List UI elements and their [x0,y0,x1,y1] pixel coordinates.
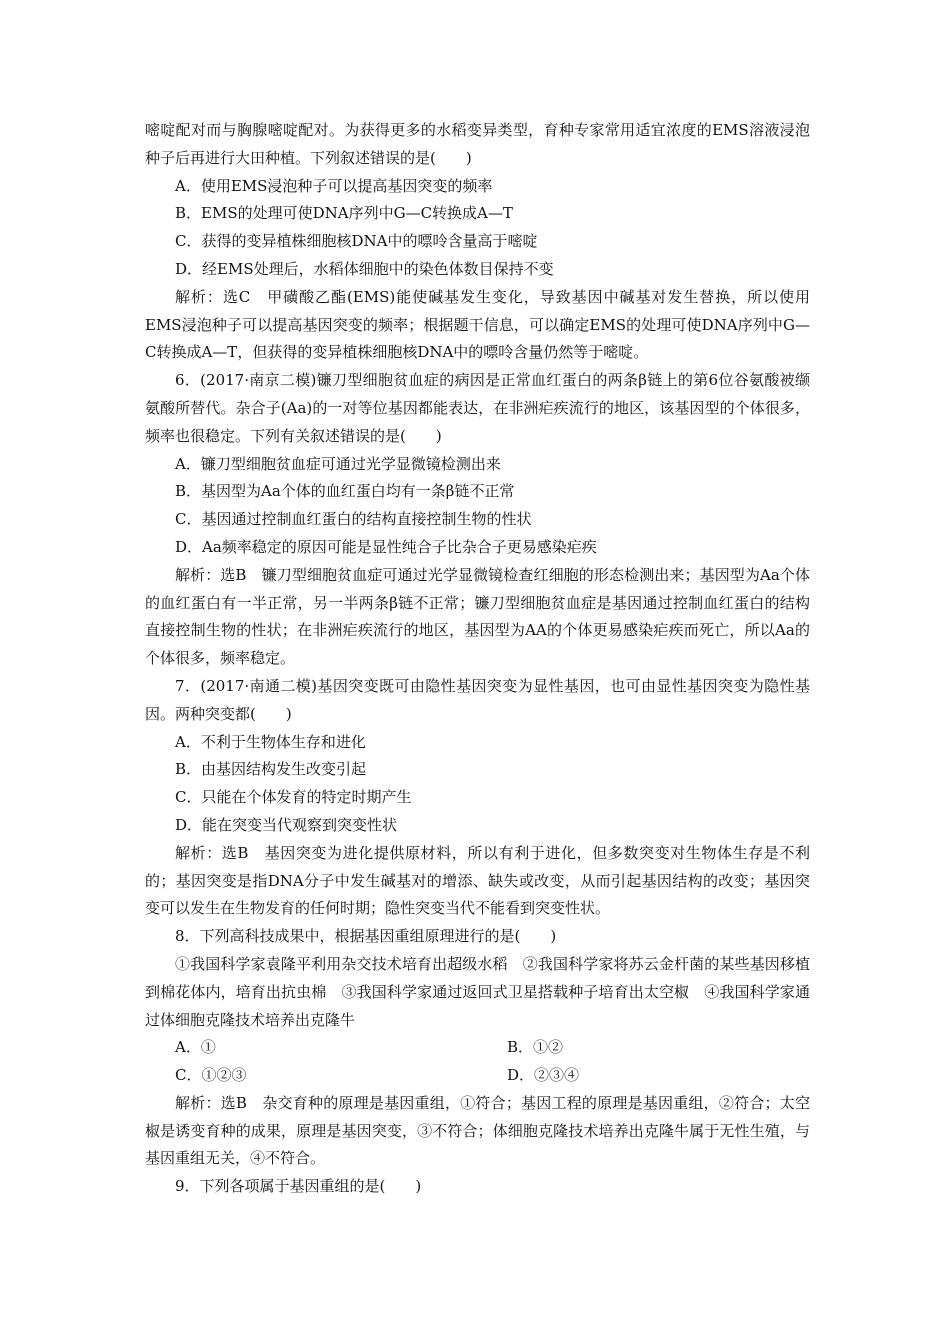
question-5-option-a: A．使用EMS浸泡种子可以提高基因突变的频率 [175,176,493,195]
question-8-option-c: C．①②③ [175,1066,247,1085]
question-6-option-c: C．基因通过控制血红蛋白的结构直接控制生物的性状 [175,510,532,529]
question-5-option-d: D．经EMS处理后，水稻体细胞中的染色体数目保持不变 [175,259,554,278]
question-5-option-c: C．获得的变异植株细胞核DNA中的嘌呤含量高于嘧啶 [175,232,538,251]
question-6-stem: 6．(2017·南京二模)镰刀型细胞贫血症的病因是正常血红蛋白的两条β链上的第6位谷氨酸被缬氨酸所替代。杂合子(Aa)的一对等位基因都能表达，在非洲疟疾流行的地区，该基因型的个体很多，频率也很稳定。下列有关叙述错误的是( ) [145,371,810,445]
question-8-analysis: 解析：选B 杂交育种的原理是基因重组，①符合；基因工程的原理是基因重组，②符合；太空椒是诱变育种的成果，原理是基因突变，③不符合；体细胞克隆技术培养出克隆牛属于无性生殖，与基因重组无关，④不符合。 [145,1093,810,1168]
question-8-option-a: A．① [175,1038,216,1057]
question-7-stem: 7．(2017·南通二模)基因突变既可由隐性基因突变为显性基因，也可由显性基因突变为隐性基因。两种突变都( ) [145,676,810,723]
question-7-option-b: B．由基因结构发生改变引起 [175,760,367,779]
question-8-options-row-2 [145,1062,810,1090]
question-7-option-a: A．不利于生物体生存和进化 [175,732,366,751]
question-7-analysis: 解析：选B 基因突变为进化提供原材料，所以有利于进化，但多数突变对生物体生存是不利的；基因突变是指DNA分子中发生碱基对的增添、缺失或改变，从而引起基因结构的改变；基因突变可以发生在生物发育的任何时期；隐性突变当代不能看到突变性状。 [145,843,810,918]
question-6-option-a: A．镰刀型细胞贫血症可通过光学显微镜检测出来 [175,454,501,473]
question-6-option-d: D．Aa频率稳定的原因可能是显性纯合子比杂合子更易感染疟疾 [175,537,597,556]
question-8-items: ①我国科学家袁隆平利用杂交技术培育出超级水稻 ②我国科学家将苏云金杆菌的某些基因移植到棉花体内，培育出抗虫棉 ③我国科学家通过返回式卫星搭载种子培育出太空椒 ④我国科学家通过体细胞克隆技术培养出克隆牛 [145,954,810,1029]
question-8-option-b: B．①② [507,1038,564,1057]
question-8-option-d: D．②③④ [507,1066,580,1085]
question-7-option-d: D．能在突变当代观察到突变性状 [175,815,398,834]
question-5-option-b: B．EMS的处理可使DNA序列中G—C转换成A—T [175,204,513,223]
question-9-stem: 9．下列各项属于基因重组的是( ) [175,1177,422,1196]
question-5-stem: 嘧啶配对而与胸腺嘧啶配对。为获得更多的水稻变异类型，育种专家常用适宜浓度的EMS溶液浸泡种子后再进行大田种植。下列叙述错误的是( ) [145,121,810,167]
question-6-option-b: B．基因型为Aa个体的血红蛋白均有一条β链不正常 [175,482,515,501]
document-page [145,117,810,1201]
question-8-stem: 8．下列高科技成果中，根据基因重组原理进行的是( ) [175,927,557,946]
question-6-analysis: 解析：选B 镰刀型细胞贫血症可通过光学显微镜检查红细胞的形态检测出来；基因型为Aa个体的血红蛋白有一半正常，另一半两条β链不正常；镰刀型细胞贫血症是基因通过控制血红蛋白的结构直接控制生物的性状；在非洲疟疾流行的地区，基因型为AA的个体更易感染疟疾而死亡，所以Aa的个体很多，频率稳定。 [145,565,810,668]
question-5-analysis: 解析：选C 甲磺酸乙酯(EMS)能使碱基发生变化，导致基因中碱基对发生替换，所以使用EMS浸泡种子可以提高基因突变的频率；根据题干信息，可以确定EMS的处理可使DNA序列中G—C转换成A—T，但获得的变异植株细胞核DNA中的嘌呤含量仍然等于嘧啶。 [145,287,810,362]
question-7-option-c: C．只能在个体发育的特定时期产生 [175,788,412,807]
question-8-options-row-1 [145,1034,810,1062]
